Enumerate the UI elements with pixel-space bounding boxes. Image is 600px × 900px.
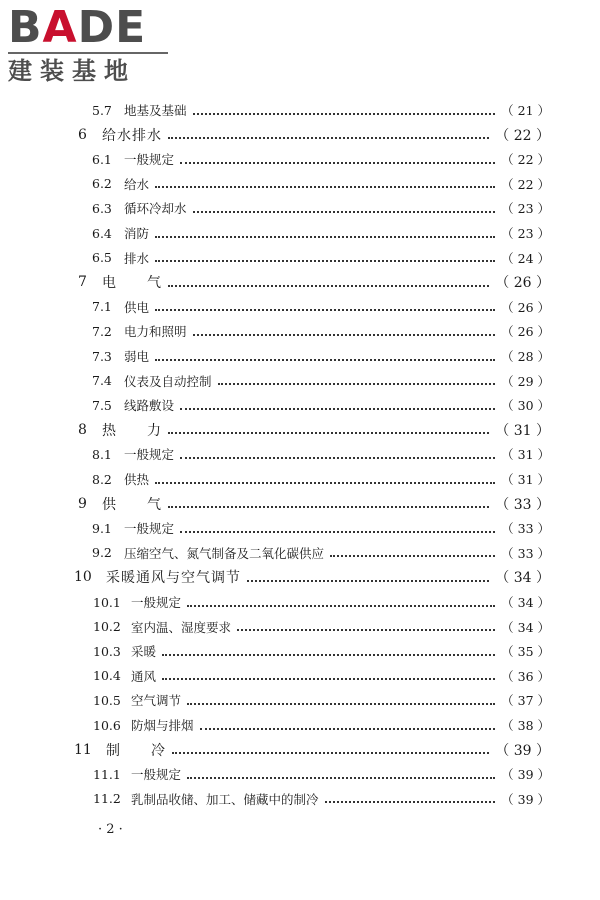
toc-title: 制 冷 xyxy=(106,742,166,759)
toc-title: 采暖通风与空气调节 xyxy=(106,570,241,587)
toc-number: 10.4 xyxy=(93,668,121,684)
dot-leader xyxy=(155,481,495,484)
dot-leader xyxy=(180,161,495,164)
toc-page-number: （ 31 ） xyxy=(495,422,550,439)
dot-leader xyxy=(237,628,495,631)
toc-title: 给水 xyxy=(124,176,150,192)
toc-number: 6.1 xyxy=(92,151,112,167)
toc-number: 8.2 xyxy=(92,471,112,487)
toc-number: 11.2 xyxy=(93,791,121,807)
toc-section-row xyxy=(0,174,600,194)
toc-page-number: （ 38 ） xyxy=(501,718,550,733)
toc-number: 6.4 xyxy=(92,225,112,241)
toc-number: 9.1 xyxy=(92,520,112,536)
toc-number: 7.2 xyxy=(92,323,112,339)
toc-page-number: （ 31 ） xyxy=(501,472,550,487)
toc-title: 一般规定 xyxy=(131,595,182,610)
toc-number: 11.1 xyxy=(93,766,121,782)
toc-title: 地基及基础 xyxy=(124,103,187,118)
bade-logo xyxy=(8,2,168,85)
dot-leader xyxy=(168,136,489,139)
toc-page-number: （ 31 ） xyxy=(501,447,550,463)
toc-number: 7.3 xyxy=(92,348,112,364)
toc-section-row xyxy=(0,371,600,391)
toc-title: 排水 xyxy=(124,250,150,266)
toc-title: 压缩空气、氮气制备及二氧化碳供应 xyxy=(124,545,325,561)
toc-title: 电力和照明 xyxy=(124,324,187,340)
toc-chapter-row xyxy=(0,272,600,292)
toc-title: 通风 xyxy=(131,668,157,684)
toc-section-row xyxy=(0,617,600,637)
dot-leader xyxy=(155,235,495,238)
logo-chinese-text: 建装基地 xyxy=(8,57,136,85)
toc-section-row xyxy=(0,346,600,366)
toc-section-row xyxy=(0,100,600,120)
toc-page-number: （ 35 ） xyxy=(501,644,550,660)
dot-leader xyxy=(187,604,495,607)
dot-leader xyxy=(162,677,495,680)
dot-leader xyxy=(180,456,495,459)
dot-leader xyxy=(193,112,496,115)
toc-number: 10.3 xyxy=(93,643,121,659)
dot-leader xyxy=(193,210,496,213)
toc-page-number: （ 26 ） xyxy=(495,275,550,292)
toc-number: 10.2 xyxy=(93,619,121,635)
toc-number: 7.1 xyxy=(92,299,112,315)
toc-title: 采暖 xyxy=(131,644,157,660)
toc-number: 6.3 xyxy=(92,200,112,216)
toc-page-number: （ 36 ） xyxy=(501,668,550,684)
toc-section-row xyxy=(0,690,600,710)
dot-leader xyxy=(330,554,495,557)
toc-section-row xyxy=(0,641,600,661)
toc-title: 供热 xyxy=(124,472,150,487)
toc-number: 6 xyxy=(78,126,87,143)
toc-page-number: （ 29 ） xyxy=(501,373,550,389)
toc-section-row xyxy=(0,444,600,464)
toc-page-number: （ 33 ） xyxy=(501,545,550,561)
toc-title: 一般规定 xyxy=(131,767,182,783)
dot-leader xyxy=(187,776,495,779)
toc-number: 6.5 xyxy=(92,250,112,266)
toc-number: 9 xyxy=(78,495,87,512)
toc-title: 一般规定 xyxy=(124,521,175,537)
toc-number: 7.5 xyxy=(92,397,112,413)
toc-title: 消防 xyxy=(124,226,150,241)
toc-section-row xyxy=(0,764,600,784)
toc-section-row xyxy=(0,395,600,415)
toc-page-number: （ 26 ） xyxy=(501,324,550,340)
dot-leader xyxy=(168,284,489,287)
toc-number: 11 xyxy=(74,741,92,758)
toc-section-row xyxy=(0,297,600,317)
dot-leader xyxy=(180,530,495,533)
toc-page-number: （ 37 ） xyxy=(501,693,550,709)
toc-number: 10.1 xyxy=(93,594,121,610)
dot-leader xyxy=(155,308,495,311)
toc-title: 空气调节 xyxy=(131,693,182,709)
toc-page-number: （ 39 ） xyxy=(495,742,550,759)
toc-page-number: （ 23 ） xyxy=(501,226,550,241)
toc-section-row xyxy=(0,149,600,169)
dot-leader xyxy=(200,727,496,730)
toc-section-row xyxy=(0,666,600,686)
toc-title: 供电 xyxy=(124,299,150,315)
logo-wordmark: BADE xyxy=(8,2,147,53)
toc-chapter-row xyxy=(0,567,600,587)
toc-page-number: （ 23 ） xyxy=(501,201,550,217)
toc-section-row xyxy=(0,592,600,612)
toc-title: 弱电 xyxy=(124,349,150,364)
dot-leader xyxy=(168,431,489,434)
dot-leader xyxy=(155,259,495,262)
toc-section-row xyxy=(0,715,600,735)
toc-title: 线路敷设 xyxy=(124,398,175,414)
toc-number: 6.2 xyxy=(92,176,112,192)
toc-title: 防烟与排烟 xyxy=(131,718,194,733)
toc-page-number: （ 24 ） xyxy=(501,250,550,266)
toc-page-number: （ 39 ） xyxy=(501,791,550,807)
dot-leader xyxy=(193,333,496,336)
toc-title: 一般规定 xyxy=(124,447,175,463)
toc-page-number: （ 21 ） xyxy=(501,103,550,118)
toc-page-number: （ 33 ） xyxy=(501,521,550,537)
toc-number: 7.4 xyxy=(92,373,112,389)
dot-leader xyxy=(247,579,489,582)
toc-chapter-row xyxy=(0,420,600,440)
toc-title: 给水排水 xyxy=(102,127,162,144)
toc-number: 5.7 xyxy=(92,102,112,118)
toc-page-number: （ 22 ） xyxy=(501,152,550,168)
toc-page-number: （ 22 ） xyxy=(495,127,550,144)
toc-title: 一般规定 xyxy=(124,152,175,168)
toc-section-row xyxy=(0,789,600,809)
toc-section-row xyxy=(0,469,600,489)
toc-section-row xyxy=(0,518,600,538)
toc-number: 8 xyxy=(78,421,87,438)
toc-section-row xyxy=(0,321,600,341)
dot-leader xyxy=(325,800,496,803)
dot-leader xyxy=(155,358,495,361)
toc-title: 电 气 xyxy=(102,275,162,292)
toc-section-row xyxy=(0,223,600,243)
toc-number: 8.1 xyxy=(92,446,112,462)
toc-number: 10.5 xyxy=(93,692,121,708)
toc-number: 7 xyxy=(78,274,87,291)
toc-page-number: （ 34 ） xyxy=(495,570,550,587)
toc-page-number: （ 30 ） xyxy=(501,398,550,414)
page-number: · 2 · xyxy=(98,822,123,837)
toc-page-number: （ 28 ） xyxy=(501,349,550,364)
toc-chapter-row xyxy=(0,125,600,145)
toc-chapter-row xyxy=(0,494,600,514)
toc-number: 10 xyxy=(74,569,92,586)
toc-page-number: （ 26 ） xyxy=(501,299,550,315)
toc-number: 9.2 xyxy=(92,545,112,561)
toc-page-number: （ 34 ） xyxy=(501,619,550,635)
toc-title: 热 力 xyxy=(102,422,162,439)
toc-number: 10.6 xyxy=(93,717,121,733)
dot-leader xyxy=(187,702,495,705)
toc-title: 室内温、湿度要求 xyxy=(131,619,232,635)
toc-title: 仪表及自动控制 xyxy=(124,373,212,389)
dot-leader xyxy=(168,505,489,508)
dot-leader xyxy=(180,407,495,410)
toc-page-number: （ 39 ） xyxy=(501,767,550,783)
toc-chapter-row xyxy=(0,740,600,760)
toc-title: 供 气 xyxy=(102,496,162,513)
toc-section-row xyxy=(0,248,600,268)
toc-title: 循环冷却水 xyxy=(124,201,187,217)
toc-title: 乳制品收储、加工、储藏中的制冷 xyxy=(131,791,319,807)
dot-leader xyxy=(162,653,495,656)
dot-leader xyxy=(172,751,489,754)
toc-page-number: （ 34 ） xyxy=(501,595,550,610)
dot-leader xyxy=(218,382,496,385)
dot-leader xyxy=(155,185,495,188)
toc-section-row xyxy=(0,198,600,218)
toc-page-number: （ 33 ） xyxy=(495,496,550,513)
toc-page-number: （ 22 ） xyxy=(501,176,550,192)
toc-section-row xyxy=(0,543,600,563)
